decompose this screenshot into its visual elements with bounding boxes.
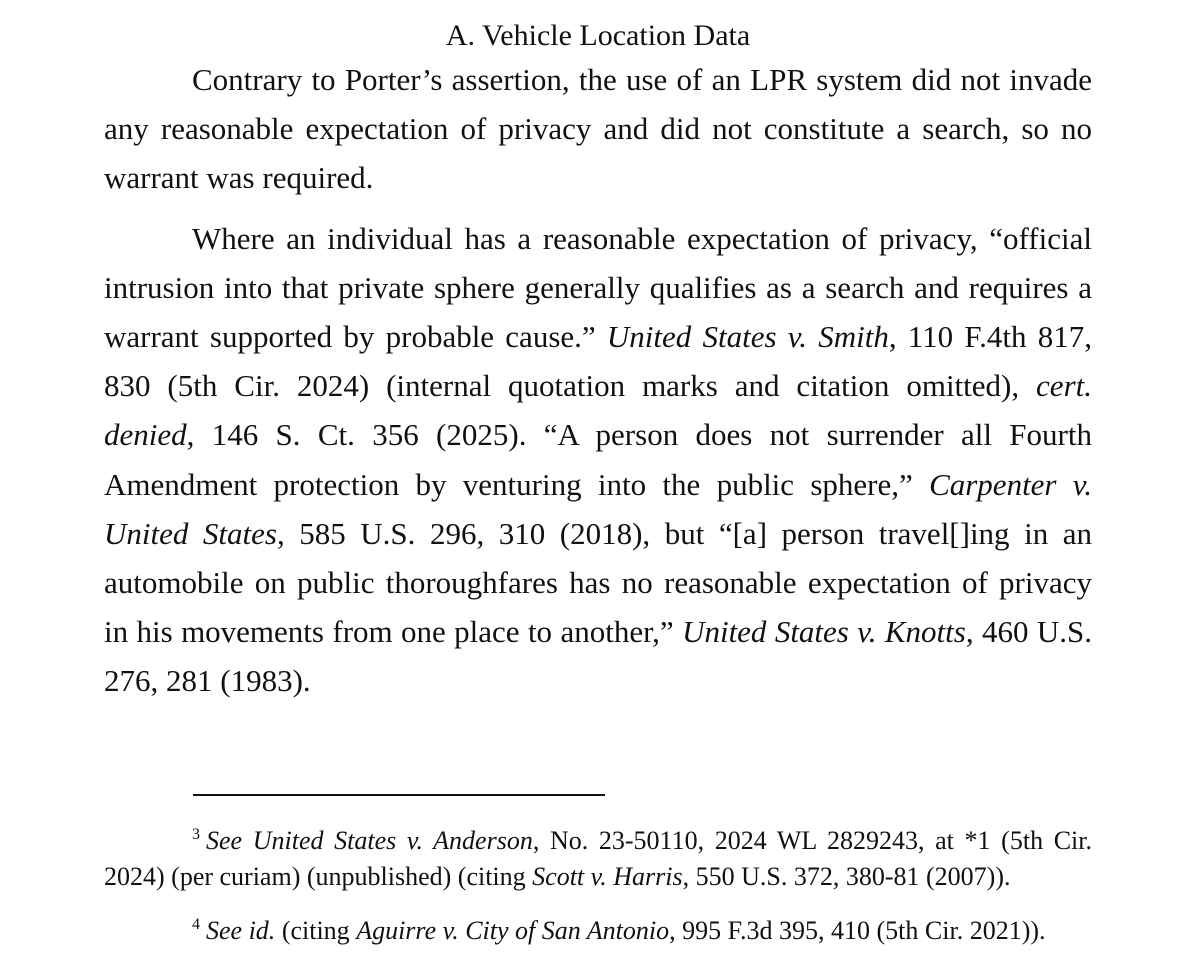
text-run: , 146 S. Ct. 356 (2025). “A person does not surrender all Fourth Amendment protection by venturing into the public sphere,” (104, 417, 1092, 502)
footnote-4 (104, 913, 1092, 949)
footnote-signal: See United States v. Anderson (206, 826, 533, 855)
section-heading: A. Vehicle Location Data (445, 19, 751, 52)
case-citation-knotts: United States v. Knotts (682, 614, 966, 650)
opinion-page (104, 0, 1092, 706)
text-run: , 110 F.4th 817, 830 (5th Cir. 2024) (internal quotation marks and citation omitted), (104, 319, 1092, 404)
text-run: (citing (275, 916, 357, 945)
text-run: Where an individual has a reasonable expectation of privacy, “official intrusion into that private sphere generally qualifies as a search and requires a warrant supported by probable cause.” (104, 220, 1092, 355)
case-citation-carpenter: Carpenter v. United States (104, 466, 1092, 551)
paragraph-analysis (104, 214, 1092, 706)
text-run: , 585 U.S. 296, 310 (2018), but “[a] person travel[]ing in an automobile on public thoroughfares has no reasonable expectation of privacy in his movements from one place to another,” (104, 515, 1093, 650)
case-citation-aguirre: Aguirre v. City of San Antonio (356, 916, 670, 945)
text-run: , 995 F.3d 395, 410 (5th Cir. 2021)). (669, 916, 1046, 945)
footnote-divider (193, 794, 605, 796)
case-citation-scott: Scott v. Harris (532, 862, 683, 891)
footnote-number: 3 (192, 826, 200, 843)
case-citation-smith: United States v. Smith (606, 319, 889, 355)
footnote-signal: See id. (206, 916, 276, 945)
footnote-3 (104, 823, 1092, 895)
footnotes (104, 823, 1092, 949)
paragraph-holding: Contrary to Porter’s assertion, the use of an LPR system did not invade any reasonable expectation of privacy and did not constitute a search, so no warrant was required. (104, 62, 1092, 196)
text-run: , No. 23-50110, 2024 WL 2829243, at *1 (5th Cir. 2024) (per curiam) (unpublished) (citing (104, 826, 1092, 891)
text-run: , 550 U.S. 372, 380-81 (2007)). (682, 862, 1011, 891)
footnote-number: 4 (192, 916, 200, 933)
text-run: , 460 U.S. 276, 281 (1983). (104, 614, 1092, 699)
cert-denied-signal: cert. denied (104, 368, 1092, 453)
